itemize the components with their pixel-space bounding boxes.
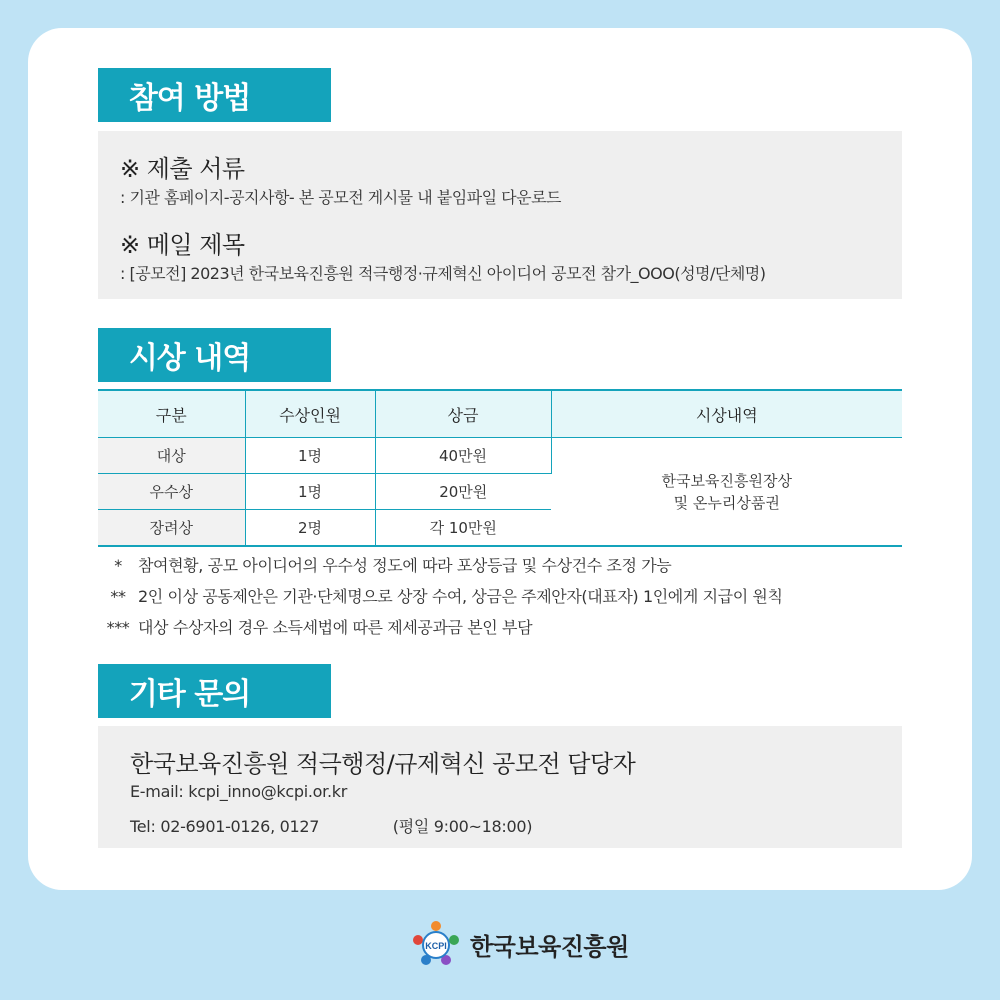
note-mark: *** (106, 618, 130, 637)
header-category: 구분 (98, 390, 245, 438)
award-details-line2: 및 온누리상품권 (673, 493, 780, 512)
awards-table (98, 389, 902, 547)
row-prize: 각 10만원 (429, 519, 497, 537)
row-prize: 40만원 (375, 438, 551, 474)
award-note-2 (98, 584, 783, 607)
email-subject-text: : [공모전] 2023년 한국보육진흥원 적극행정·규제혁신 아이디어 공모전 참가_OOO(성명/단체명) (120, 264, 766, 283)
contact-tel (130, 814, 532, 837)
email-subject-heading: ※ 메일 제목 (120, 231, 245, 259)
contact-heading: 한국보육진흥원 적극행정/규제혁신 공모전 담당자 (130, 750, 636, 778)
note-mark: ** (110, 587, 126, 606)
header-details: 시상내역 (551, 390, 902, 438)
award-note-1 (98, 553, 671, 576)
header-prize: 상금 (375, 390, 551, 438)
participation-box (98, 131, 902, 299)
row-count: 1명 (245, 438, 375, 474)
documents-text: : 기관 홈페이지-공지사항- 본 공모전 게시물 내 붙임파일 다운로드 (120, 188, 561, 207)
row-count: 1명 (245, 474, 375, 510)
org-name: 한국보육진흥원 (470, 932, 629, 961)
award-note-3 (98, 615, 532, 638)
documents-heading: ※ 제출 서류 (120, 155, 245, 183)
award-details-cell (551, 438, 902, 547)
row-category: 대상 (98, 438, 245, 474)
note-mark: * (114, 556, 122, 575)
contact-hours: (평일 9:00~18:00) (392, 817, 533, 836)
row-prize: 20만원 (375, 474, 551, 510)
table-row (98, 438, 902, 474)
kcpi-logo-icon (410, 918, 462, 970)
participation-section-title: 참여 방법 (98, 68, 331, 122)
note-text: 대상 수상자의 경우 소득세법에 따른 제세공과금 본인 부담 (138, 618, 533, 637)
logo-abbr: KCPI (425, 941, 447, 951)
row-category: 장려상 (98, 510, 245, 547)
contact-phone[interactable]: Tel: 02-6901-0126, 0127 (130, 817, 320, 836)
contact-email[interactable]: E-mail: kcpi_inno@kcpi.or.kr (130, 782, 347, 801)
awards-section-title: 시상 내역 (98, 328, 331, 382)
header-count: 수상인원 (245, 390, 375, 438)
row-count: 2명 (245, 510, 375, 547)
note-text: 참여현황, 공모 아이디어의 우수성 정도에 따라 포상등급 및 수상건수 조정 가능 (138, 556, 672, 575)
note-text: 2인 이상 공동제안은 기관·단체명으로 상장 수여, 상금은 주제안자(대표자) 1인에게 지급이 원칙 (138, 587, 783, 606)
award-details-line1: 한국보육진흥원장상 (661, 471, 792, 490)
contact-box (98, 726, 902, 848)
row-category: 우수상 (98, 474, 245, 510)
footer-logo (410, 916, 629, 972)
table-header-row (98, 390, 902, 438)
contact-section-title: 기타 문의 (98, 664, 331, 718)
